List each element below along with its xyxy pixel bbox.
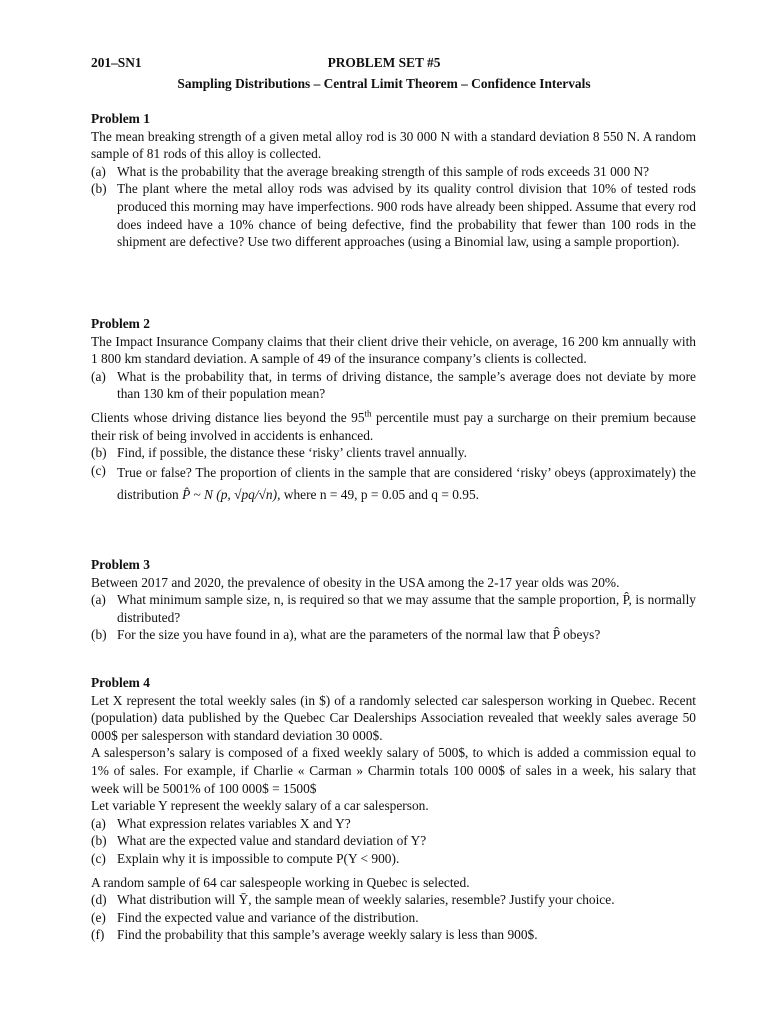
question-text-part: , where n = 49, p = 0.05 and q = 0.95. <box>277 486 480 502</box>
page-subtitle: Sampling Distributions – Central Limit Theorem – Confidence Intervals <box>177 76 591 91</box>
question-label: (a) <box>91 592 106 608</box>
question-item <box>91 591 696 626</box>
problem-paragraph: A salesperson’s salary is composed of a fixed weekly salary of 500$, to which is added a commission equal to 1% of sales. For example, if Charlie « Carman » Charmin totals 100 000$ of sales in a week, his salary that week will be 5001% of 100 000$ = 1500$ <box>91 745 696 796</box>
question-text: What is the probability that the average breaking strength of this sample of rods exceeds 31 000 N? <box>117 163 650 179</box>
question-text: What minimum sample size, n, is required so that we may assume that the sample proportion, P̂, is normally distributed? <box>117 592 696 625</box>
question-label: (f) <box>91 927 105 943</box>
page-title: PROBLEM SET #5 <box>327 55 441 70</box>
question-item <box>91 462 696 506</box>
question-item <box>91 891 696 909</box>
question-item <box>91 626 696 644</box>
question-text: What are the expected value and standard deviation of Y? <box>117 833 427 849</box>
question-label: (d) <box>91 892 107 908</box>
question-label: (b) <box>91 833 107 849</box>
question-label: (c) <box>91 850 106 866</box>
problem-paragraph <box>91 409 696 444</box>
problem-heading: Problem 3 <box>91 557 150 572</box>
problem-2 <box>91 315 696 506</box>
question-item <box>91 832 696 850</box>
question-text: Explain why it is impossible to compute P(Y < 900). <box>117 850 400 866</box>
problem-intro: The Impact Insurance Company claims that their client drive their vehicle, on average, 16 200 km annually with 1 800 km standard deviation. A sample of 49 of the insurance company’s clients is collected. <box>91 333 696 367</box>
problem-4 <box>91 674 696 944</box>
question-text: The plant where the metal alloy rods was advised by its quality control division that 10% of tested rods produced this morning may have imperfections. 900 rods have already been shipped. Assume that every rod does indeed have a 10% chance of being defective, find the probability that fewer than 100 rods in the shipment are defective? Use two different approaches (using a Binomial law, using a sample proportion). <box>117 181 696 250</box>
question-text: Find, if possible, the distance these ‘risky’ clients travel annually. <box>117 445 467 461</box>
problem-heading: Problem 2 <box>91 316 150 331</box>
question-item <box>91 180 696 250</box>
problem-intro: The mean breaking strength of a given metal alloy rod is 30 000 N with a standard deviation 8 550 N. A random sample of 81 rods of this alloy is collected. <box>91 128 696 162</box>
question-item <box>91 926 696 944</box>
problem-paragraph: Let X represent the total weekly sales (in $) of a randomly selected car salesperson working in Quebec. Recent (population) data published by the Quebec Car Dealerships Association revealed that weekly sales average 50 000$ per salesperson with standard deviation 30 000$. <box>91 692 696 743</box>
problem-paragraph: A random sample of 64 car salespeople working in Quebec is selected. <box>91 874 470 890</box>
question-label: (b) <box>91 181 107 197</box>
question-item <box>91 444 696 462</box>
question-text: Find the expected value and variance of the distribution. <box>117 909 419 925</box>
question-text: What distribution will Ȳ, the sample mean of weekly salaries, resemble? Justify your choice. <box>117 892 615 908</box>
question-text <box>117 462 696 506</box>
problem-intro: Between 2017 and 2020, the prevalence of obesity in the USA among the 2-17 year olds was 20%. <box>91 574 620 590</box>
question-text: Find the probability that this sample’s average weekly salary is less than 900$. <box>117 927 538 943</box>
question-label: (a) <box>91 163 106 179</box>
question-label: (b) <box>91 627 107 643</box>
problem-heading: Problem 1 <box>91 111 150 126</box>
superscript: th <box>364 408 372 419</box>
paragraph-text: Clients whose driving distance lies beyond the 95 <box>91 409 365 425</box>
question-item <box>91 909 696 927</box>
problem-3 <box>91 556 696 644</box>
problem-1 <box>91 110 696 251</box>
question-text: What expression relates variables X and Y? <box>117 815 351 831</box>
paragraph-text: percentile must pay a surcharge on their premium because their risk of being involved in accidents is enhanced. <box>91 409 696 443</box>
question-label: (b) <box>91 445 107 461</box>
question-item <box>91 163 696 181</box>
problem-heading: Problem 4 <box>91 675 150 690</box>
question-text: For the size you have found in a), what are the parameters of the normal law that P̂ obeys? <box>117 627 601 643</box>
distribution-formula: P̂ ~ N (p, √pq/√n) <box>182 486 278 502</box>
question-label: (a) <box>91 368 106 384</box>
question-label: (c) <box>91 462 106 478</box>
question-item <box>91 368 696 403</box>
question-item <box>91 815 696 833</box>
question-text: What is the probability that, in terms of driving distance, the sample’s average does not deviate by more than 130 km of their population mean? <box>117 368 696 402</box>
question-text-part: True or false? The proportion of clients in the sample that are considered ‘risky’ obeys (approximately) the distribution <box>117 464 696 502</box>
question-item <box>91 850 696 868</box>
question-label: (a) <box>91 815 106 831</box>
question-label: (e) <box>91 909 106 925</box>
course-code: 201–SN1 <box>91 55 142 70</box>
problem-paragraph: Let variable Y represent the weekly salary of a car salesperson. <box>91 798 429 814</box>
